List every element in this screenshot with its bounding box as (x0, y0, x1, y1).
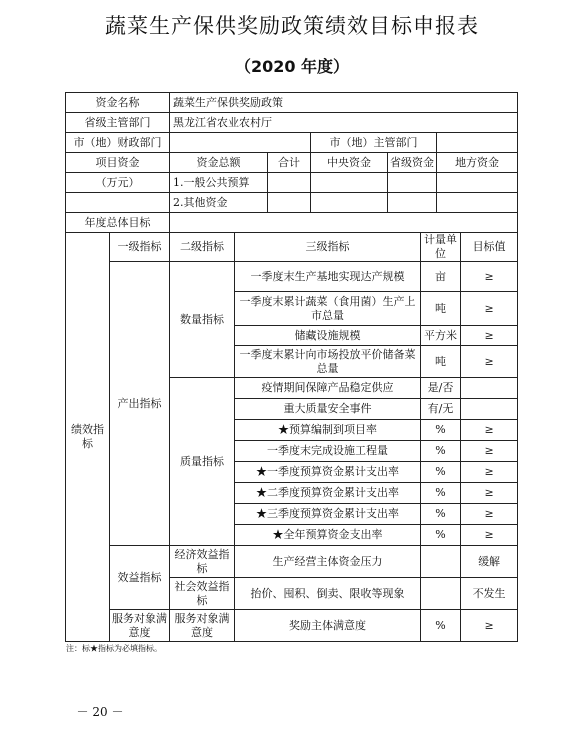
level1-header: 一级指标 (110, 233, 170, 262)
indicator-unit: 平方米 (421, 326, 461, 346)
indicator-name: 奖励主体满意度 (235, 610, 421, 642)
target-header: 目标值 (461, 233, 518, 262)
page-number: － 20 － (76, 705, 124, 719)
indicator-target (461, 378, 518, 399)
indicator-name: 一季度末累计蔬菜（食用菌）生产上市总量 (235, 292, 421, 326)
indicator-name: 一季度末累计向市场投放平价储备菜总量 (235, 346, 421, 378)
indicator-name: 一季度末生产基地实现达产规模 (235, 262, 421, 292)
indicator-target: ≥ (461, 262, 518, 292)
indicator-name: ★预算编制到项目率 (235, 420, 421, 441)
city-finance-label: 市（地）财政部门 (66, 133, 170, 153)
level2-header: 二级指标 (170, 233, 235, 262)
indicator-name: ★一季度预算资金累计支出率 (235, 462, 421, 483)
indicator-target: 缓解 (461, 546, 518, 578)
economic-benefit-label: 经济效益指标 (170, 546, 235, 578)
service-satisfaction-label: 服务对象满意度 (110, 610, 170, 642)
indicator-target: ≥ (461, 292, 518, 326)
indicator-unit: 吨 (421, 346, 461, 378)
indicator-target: ≥ (461, 441, 518, 462)
indicator-unit: 吨 (421, 292, 461, 326)
indicator-unit: 是/否 (421, 378, 461, 399)
indicator-target: ≥ (461, 610, 518, 642)
unit-label: （万元） (66, 173, 170, 193)
performance-indicators-label: 绩效指标 (66, 233, 110, 642)
indicator-name: ★全年预算资金支出率 (235, 525, 421, 546)
quantity-indicators-label: 数量指标 (170, 262, 235, 378)
indicator-unit (421, 578, 461, 610)
indicator-name: 一季度末完成设施工程量 (235, 441, 421, 462)
local-fund-label: 地方资金 (437, 153, 518, 173)
indicator-name: 疫情期间保障产品稳定供应 (235, 378, 421, 399)
total-label: 合计 (268, 153, 311, 173)
provincial-dept-label: 省级主管部门 (66, 113, 170, 133)
central-fund-label: 中央资金 (311, 153, 388, 173)
indicator-unit: 有/无 (421, 399, 461, 420)
benefit-indicators-label: 效益指标 (110, 546, 170, 610)
indicator-unit: % (421, 610, 461, 642)
indicator-name: 储藏设施规模 (235, 326, 421, 346)
level3-header: 三级指标 (235, 233, 421, 262)
indicator-target: ≥ (461, 504, 518, 525)
annual-goal-label: 年度总体目标 (66, 213, 170, 233)
quality-indicators-label: 质量指标 (170, 378, 235, 546)
service-satisfaction-sublabel: 服务对象满意度 (170, 610, 235, 642)
city-dept-label: 市（地）主管部门 (311, 133, 437, 153)
indicator-target: ≥ (461, 483, 518, 504)
indicator-target: 不发生 (461, 578, 518, 610)
indicator-target: ≥ (461, 346, 518, 378)
page-subtitle: （2020 年度） (234, 57, 350, 76)
indicator-unit: % (421, 441, 461, 462)
city-dept-value (437, 133, 518, 153)
indicator-target: ≥ (461, 462, 518, 483)
indicator-target (461, 399, 518, 420)
fund-name-value: 蔬菜生产保供奖励政策 (170, 93, 518, 113)
indicator-unit: % (421, 525, 461, 546)
city-finance-value (170, 133, 311, 153)
provincial-dept-value: 黑龙江省农业农村厅 (170, 113, 518, 133)
annual-goal-value (170, 213, 518, 233)
indicator-unit: % (421, 483, 461, 504)
fund-name-label: 资金名称 (66, 93, 170, 113)
indicator-name: 抬价、囤积、倒卖、限收等现象 (235, 578, 421, 610)
output-indicators-label: 产出指标 (110, 262, 170, 546)
unit-header: 计量单位 (421, 233, 461, 262)
project-fund-label: 项目资金 (66, 153, 170, 173)
indicator-unit: % (421, 504, 461, 525)
budget-general-label: 1.一般公共预算 (170, 173, 268, 193)
indicator-name: 重大质量安全事件 (235, 399, 421, 420)
performance-target-form (65, 92, 518, 642)
provincial-fund-label: 省级资金 (388, 153, 437, 173)
indicator-unit: % (421, 462, 461, 483)
social-benefit-label: 社会效益指标 (170, 578, 235, 610)
indicator-unit: % (421, 420, 461, 441)
fund-total-label: 资金总额 (170, 153, 268, 173)
indicator-target: ≥ (461, 525, 518, 546)
indicator-name: ★二季度预算资金累计支出率 (235, 483, 421, 504)
page-title: 蔬菜生产保供奖励政策绩效目标申报表 (105, 14, 479, 38)
indicator-target: ≥ (461, 420, 518, 441)
footnote: 注：标★指标为必填指标。 (66, 644, 162, 653)
indicator-unit (421, 546, 461, 578)
indicator-name: 生产经营主体资金压力 (235, 546, 421, 578)
budget-other-label: 2.其他资金 (170, 193, 268, 213)
indicator-target: ≥ (461, 326, 518, 346)
indicator-name: ★三季度预算资金累计支出率 (235, 504, 421, 525)
indicator-unit: 亩 (421, 262, 461, 292)
